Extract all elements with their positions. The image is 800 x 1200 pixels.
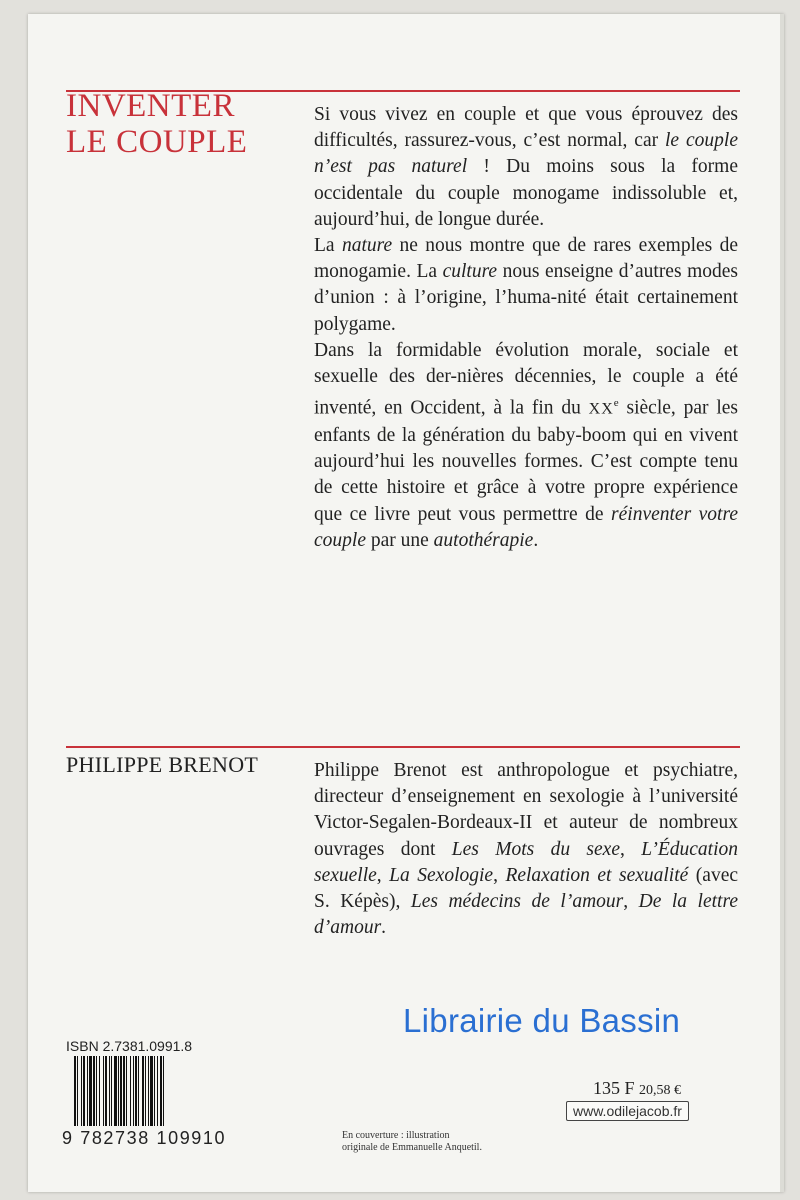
price	[593, 1078, 681, 1099]
price-francs: 135 F	[593, 1078, 635, 1098]
isbn-label: ISBN 2.7381.0991.8	[66, 1038, 193, 1054]
publisher-website[interactable]: www.odilejacob.fr	[566, 1101, 689, 1121]
author-bio: Philippe Brenot est anthropologue et psychiatre, directeur d’enseignement en sexologie à l’université Victor-Segalen-Bordeaux-II et auteur de nombreux ouvrages dont Les Mots du sexe, L’Éducation sexuelle, La Sexologie, Relaxation et sexualité (avec S. Képès), Les médecins de l’amour, De la lettre d’amour.	[314, 760, 739, 939]
middle-rule	[66, 746, 740, 748]
blurb-text	[314, 102, 738, 554]
blurb-paragraph-2: La nature ne nous montre que de rares exemples de monogamie. La culture nous enseigne d’autres modes d’union : à l’origine, l’huma-nité était certainement polygame.	[314, 235, 738, 335]
blurb-paragraph-1: Si vous vivez en couple et que vous éprouvez des difficultés, rassurez-vous, c’est normal, car le couple n’est pas naturel ! Du moins sous la forme occidentale du couple monogame indissoluble et, aujourd’hui, de longue durée.	[314, 104, 738, 230]
bookseller-watermark: Librairie du Bassin	[403, 1002, 681, 1039]
book-title-line-1: INVENTER	[66, 88, 235, 124]
author-name: PHILIPPE BRENOT	[66, 752, 259, 777]
book-title-line-2: LE COUPLE	[66, 124, 248, 160]
barcode-number: 9 782738 109910	[62, 1128, 227, 1148]
barcode-icon	[74, 1056, 236, 1126]
cover-illustration-credit: En couverture : illustration originale de Emmanuelle Anquetil.	[342, 1130, 482, 1153]
blurb-paragraph-3: Dans la formidable évolution morale, sociale et sexuelle des der-nières décennies, le couple a été inventé, en Occident, à la fin du XXe siècle, par les enfants de la génération du baby-boom qui en vivent aujourd’hui les nouvelles formes. C’est compte tenu de cette histoire et grâce à votre propre expérience que ce livre peut vous permettre de réinventer votre couple par une autothérapie.	[314, 339, 738, 551]
book-title	[66, 88, 247, 160]
price-euros: 20,58 €	[639, 1083, 682, 1098]
